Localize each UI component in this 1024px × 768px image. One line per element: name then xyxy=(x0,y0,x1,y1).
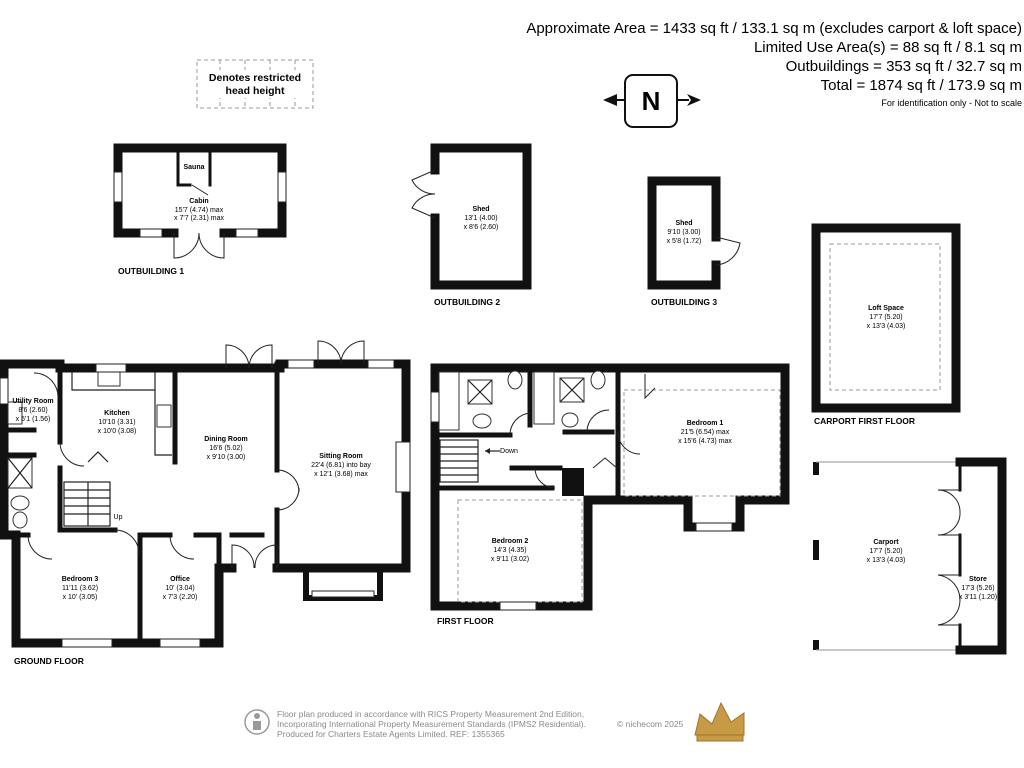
bedroom-1-label: Bedroom 1 xyxy=(686,420,724,427)
ground-floor-plan xyxy=(0,341,410,666)
outbuilding-3-caption: OUTBUILDING 3 xyxy=(651,297,718,307)
footer-line-1: Floor plan produced in accordance with RICS Property Measurement 2nd Edition, xyxy=(277,709,585,719)
legend-line-2: head height xyxy=(225,85,285,97)
outbuilding-1-caption: OUTBUILDING 1 xyxy=(118,266,185,276)
first-floor-caption: FIRST FLOOR xyxy=(437,616,494,626)
office-dim-2: x 7'3 (2.20) xyxy=(162,594,198,601)
outbuilding-2-caption: OUTBUILDING 2 xyxy=(434,297,501,307)
restricted-height-legend xyxy=(197,60,313,108)
cabin-dim-2: x 7'7 (2.31) max xyxy=(174,215,224,222)
shed-2-label: Shed xyxy=(472,206,490,213)
ipms-badge-icon xyxy=(245,710,269,734)
stairs-up-label: Up xyxy=(113,514,123,521)
outbuilding-2-plan xyxy=(412,148,527,307)
dining-room-label: Dining Room xyxy=(204,436,248,443)
sitting-room-dim-1: 22'4 (6.81) into bay xyxy=(311,462,371,469)
loft-space-dim-1: 17'7 (5.20) xyxy=(869,314,903,321)
bedroom-2-dim-2: x 9'11 (3.02) xyxy=(490,556,530,563)
cabin-label: Cabin xyxy=(189,198,209,205)
dining-room-dim-2: x 9'10 (3.00) xyxy=(206,454,246,461)
ground-floor-stairs xyxy=(64,482,123,526)
shed-2-dim-2: x 8'6 (2.60) xyxy=(463,224,499,231)
bedroom-3-dim-1: 11'11 (3.62) xyxy=(61,585,99,592)
outbuildings-area-line: Outbuildings = 353 sq ft / 32.7 sq m xyxy=(785,58,1022,75)
not-to-scale-note: For identification only - Not to scale xyxy=(881,98,1022,108)
first-floor-stairs xyxy=(440,440,518,482)
store-label: Store xyxy=(969,576,987,583)
bedroom-1-dim-2: x 15'6 (4.73) max xyxy=(678,438,732,445)
bedroom-3-dim-2: x 10' (3.05) xyxy=(62,594,98,601)
utility-room-dim-2: x 5'1 (1.56) xyxy=(15,416,51,423)
loft-space-label: Loft Space xyxy=(868,305,904,312)
sitting-room-label: Sitting Room xyxy=(319,453,363,460)
sitting-room-dim-2: x 12'1 (3.68) max xyxy=(314,471,368,478)
carport-first-floor-caption: CARPORT FIRST FLOOR xyxy=(814,416,916,426)
store-dim-1: 17'3 (5.26) xyxy=(961,585,995,592)
cabin-dim-1: 15'7 (4.74) max xyxy=(174,207,224,214)
legend-line-1: Denotes restricted xyxy=(208,72,302,84)
kitchen-dim-2: x 10'0 (3.08) xyxy=(97,428,137,435)
bedroom-3-label: Bedroom 3 xyxy=(61,576,99,583)
ground-floor-caption: GROUND FLOOR xyxy=(14,656,84,666)
stairs-down-label: Down xyxy=(500,448,518,455)
shed-3-dim-1: 9'10 (3.00) xyxy=(667,229,701,236)
first-floor-plan xyxy=(431,368,785,626)
bedroom-2-dim-1: 14'3 (4.35) xyxy=(493,547,527,554)
office-dim-1: 10' (3.04) xyxy=(165,585,195,592)
outbuilding-1-plan xyxy=(114,148,286,276)
sauna-label: Sauna xyxy=(183,164,205,171)
bedroom-2-label: Bedroom 2 xyxy=(491,538,529,545)
shed-3-label: Shed xyxy=(675,220,693,227)
carport-dim-2: x 13'3 (4.03) xyxy=(866,557,906,564)
outbuilding-3-plan xyxy=(651,181,740,307)
nichecom-copyright: © nichecom 2025 xyxy=(617,719,684,729)
north-compass-icon xyxy=(603,75,701,127)
utility-room-label: Utility Room xyxy=(12,398,54,405)
bedroom-1-dim-1: 21'5 (6.54) max xyxy=(680,429,730,436)
limited-use-area-line: Limited Use Area(s) = 88 sq ft / 8.1 sq m xyxy=(753,39,1022,56)
carport-plan xyxy=(816,462,1002,650)
footer-line-3: Produced for Charters Estate Agents Limited. REF: 1355365 xyxy=(277,729,505,739)
area-summary xyxy=(526,20,1022,108)
footer-line-2: Incorporating International Property Measurement Standards (IPMS2 Residential). xyxy=(277,719,586,729)
carport-dim-1: 17'7 (5.20) xyxy=(869,548,903,555)
shed-3-dim-2: x 5'8 (1.72) xyxy=(666,238,702,245)
office-label: Office xyxy=(170,576,190,583)
shed-2-dim-1: 13'1 (4.00) xyxy=(464,215,498,222)
approx-area-line: Approximate Area = 1433 sq ft / 133.1 sq m (excludes carport & loft space) xyxy=(526,20,1022,37)
compass-letter: N xyxy=(641,86,661,116)
carport-first-floor-plan xyxy=(814,228,956,426)
loft-space-dim-2: x 13'3 (4.03) xyxy=(866,323,906,330)
dining-room-dim-1: 16'6 (5.02) xyxy=(209,445,243,452)
footer xyxy=(245,703,744,741)
kitchen-label: Kitchen xyxy=(104,410,130,417)
utility-room-dim-1: 8'6 (2.60) xyxy=(18,407,48,414)
crown-logo-icon xyxy=(695,703,744,741)
kitchen-dim-1: 10'10 (3.31) xyxy=(98,419,136,426)
total-area-line: Total = 1874 sq ft / 173.9 sq m xyxy=(820,77,1022,94)
carport-label: Carport xyxy=(873,539,899,546)
store-dim-2: x 3'11 (1.20) xyxy=(958,594,998,601)
